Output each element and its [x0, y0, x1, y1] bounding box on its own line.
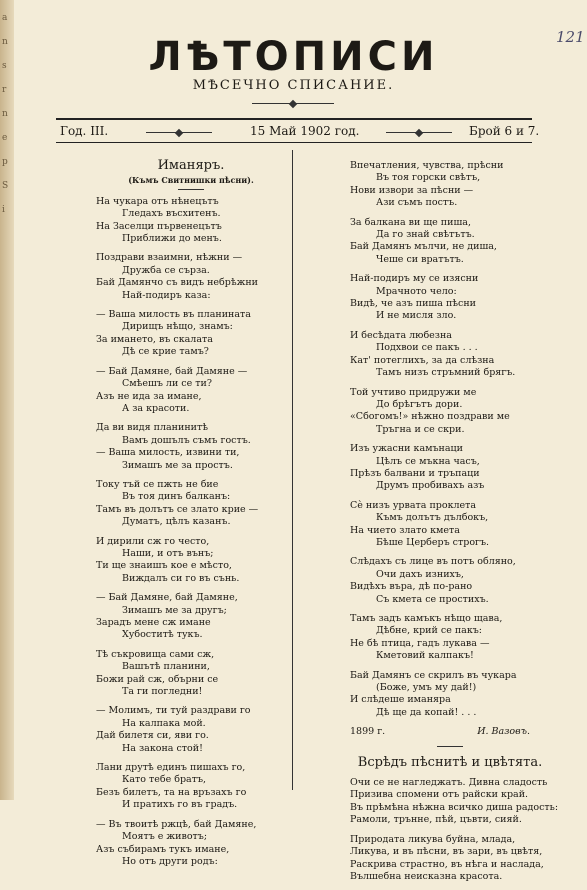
- verse-line: Съ кмета се простихъ.: [376, 593, 489, 605]
- stanza: [96, 479, 286, 529]
- issue-ornament-right: [386, 130, 452, 136]
- verse-line: На чието злато кмета: [350, 524, 460, 536]
- left-column: [96, 160, 286, 875]
- stanza: [350, 160, 550, 210]
- verse-line: Дирищъ нѣщо, знамъ:: [122, 321, 233, 333]
- verse-line: Тръгна и се скри.: [376, 423, 465, 435]
- title-rule: [178, 189, 204, 190]
- verse-line: Тѣ съкровища сами сж,: [96, 648, 215, 660]
- stanza: [96, 309, 286, 359]
- section-title: Всрѣдъ пѣснитѣ и цвѣтята.: [357, 754, 543, 770]
- verse-line: Моятъ е животъ;: [122, 831, 208, 843]
- verse-line: — Молимъ, ти туй раздрави го: [96, 705, 251, 717]
- stanza: [350, 217, 550, 267]
- verse-line: Видѣ, че азъ пиша пѣсни: [350, 298, 476, 310]
- verse-line: Азъ събирамъ тукъ имане,: [96, 843, 230, 855]
- verse-line: Чеше си вратътъ.: [376, 253, 464, 265]
- page-number: 121: [556, 28, 585, 46]
- verse-line: И бесѣдата любезна: [350, 329, 452, 341]
- verse-line: Азъ не ида за имане,: [96, 390, 202, 402]
- issue-year: Год. III.: [60, 124, 109, 138]
- stanza: [350, 330, 550, 380]
- verse-line: Виждалъ си го въ сънь.: [122, 572, 240, 584]
- verse-line: И не мисля зло.: [376, 310, 457, 322]
- verse-line: Ази съмъ постъ.: [376, 197, 458, 209]
- verse-line: И слѣдеше иманяра: [350, 694, 451, 706]
- verse-line: Безъ билетъ, та на връзахъ го: [96, 786, 247, 798]
- verse-line: Думатъ, цѣлъ казанъ.: [122, 516, 231, 528]
- verse-line: Зимашъ ме за простъ.: [122, 459, 233, 471]
- prose-line: Призива спомени отъ райски край.: [350, 789, 529, 801]
- verse-line: Впечатления, чувства, прѣсни: [350, 160, 504, 171]
- verse-line: Дѣ ще да копай! . . .: [376, 706, 477, 718]
- poem-title: Иманяръ.: [157, 158, 225, 173]
- prose-paragraph: [350, 777, 559, 827]
- signature-year: 1899 г.: [350, 726, 386, 738]
- prose-line: Въ прѣмѣна нѣжна всичко диша радость:: [350, 801, 559, 813]
- poem-signature: [350, 726, 550, 738]
- stanza: [96, 196, 286, 246]
- verse-line: Дѣ се крие тамъ?: [122, 346, 209, 358]
- stanza: [96, 649, 286, 699]
- verse-line: Подхвои се пакъ . . .: [376, 342, 478, 354]
- verse-line: А за красоти.: [122, 402, 190, 414]
- page-edge: [0, 0, 14, 800]
- verse-line: До брѣгътъ дори.: [376, 398, 463, 410]
- signature-author: И. Вазовъ.: [477, 726, 530, 738]
- verse-line: Друмъ пробивахъ азъ: [376, 480, 485, 492]
- verse-line: Въ тоя горски свѣтъ,: [376, 172, 481, 184]
- verse-line: За имането, въ скалата: [96, 333, 213, 345]
- verse-line: Прѣзъ балвани и тръпаци: [350, 467, 480, 479]
- verse-line: — Ваша милость въ планината: [96, 309, 251, 321]
- verse-line: Сѐ низъ урвата проклета: [350, 499, 477, 511]
- verse-line: Дай билетя си, яви го.: [96, 730, 209, 742]
- verse-line: Най-подиръ му се изясни: [350, 273, 479, 285]
- verse-line: Вашътѣ планини,: [122, 661, 210, 673]
- verse-line: Да ви видя планинитѣ: [96, 422, 208, 434]
- verse-line: — Ваша милость, извини ти,: [96, 447, 240, 459]
- verse-line: Вамъ дошълъ съмъ гостъ.: [122, 434, 251, 446]
- stanza: [350, 500, 550, 550]
- stanza: [350, 670, 550, 720]
- verse-line: Нови извори за пѣсни —: [350, 184, 474, 196]
- verse-line: — Бай Дамяне, бай Дамяне,: [96, 592, 238, 604]
- verse-line: Бай Дамянъ мълчи, не диша,: [350, 241, 497, 253]
- verse-line: Къмъ долътъ дълбокъ,: [376, 512, 489, 524]
- verse-line: Тамъ въ долътъ се злато крие —: [96, 503, 259, 515]
- verse-line: Тамъ низъ стръмний брягъ.: [376, 367, 516, 379]
- verse-line: Слѣдахъ съ лице въ потъ обляно,: [350, 556, 516, 568]
- verse-line: Наши, и отъ вънъ;: [122, 547, 214, 559]
- verse-line: — Въ твоитѣ ржцѣ, бай Дамяне,: [96, 818, 257, 830]
- stanza: [96, 536, 286, 586]
- stanza: [350, 273, 550, 323]
- stanza: [96, 252, 286, 302]
- verse-line: Смѣешъ ли се ти?: [122, 378, 212, 390]
- verse-line: Кметовий калпакъ!: [376, 650, 474, 662]
- journal-title: ЛѢТОПИСИ: [148, 34, 439, 80]
- stanza: [350, 556, 550, 606]
- verse-line: Очи дахъ изнихъ,: [376, 568, 464, 580]
- verse-line: Божи рай сж, обърни се: [96, 673, 219, 685]
- verse-line: Цѣлъ се мъкна часъ,: [376, 455, 480, 467]
- verse-line: Бай Дамянчо съ видъ небрѣжни: [96, 277, 258, 289]
- header-rule-top: [56, 118, 532, 120]
- prose-paragraph: [350, 834, 550, 884]
- verse-line: — Бай Дамяне, бай Дамяне —: [96, 365, 248, 377]
- verse-line: (Боже, умъ му дай!): [376, 682, 477, 694]
- verse-line: И дирили сж го често,: [96, 535, 210, 547]
- verse-line: Тамъ задъ камъкъ нѣщо щава,: [350, 613, 503, 624]
- verse-line: Лани друтѣ единъ пишахъ го,: [96, 762, 246, 774]
- verse-line: «Сбогомъ!» нѣжно поздрави ме: [350, 411, 510, 423]
- issue-ornament-left: [146, 130, 212, 136]
- verse-line: Зарадъ мене сж имане: [96, 617, 211, 628]
- verse-line: Като тебе братъ,: [122, 774, 207, 786]
- verse-line: Хубоститѣ тукъ.: [122, 629, 203, 641]
- verse-line: Бѣше Церберъ строгъ.: [376, 536, 490, 548]
- verse-line: Видѣхъ въра, дѣ по-рано: [350, 581, 473, 593]
- verse-line: Да го знай свѣтътъ.: [376, 229, 475, 241]
- verse-line: Току тъй се пжть не бие: [96, 478, 219, 490]
- verse-line: Кат' потеглихъ, за да слѣзна: [350, 354, 495, 366]
- stanza: [96, 592, 286, 642]
- verse-line: Той учтиво придружи ме: [350, 386, 477, 398]
- verse-line: За балкана ви ще пиша,: [350, 216, 471, 228]
- verse-line: Бай Дамянъ се скрилъ въ чукара: [350, 669, 517, 681]
- verse-line: Гледахъ въсхитенъ.: [122, 208, 221, 220]
- header-rule-bottom: [56, 142, 532, 143]
- edge-letters: a n s r n e p S i: [2, 13, 9, 215]
- poem-dedication: (Къмъ Свитнишки пѣсни).: [128, 175, 254, 186]
- verse-line: Най-подиръ каза:: [122, 289, 211, 301]
- header-ornament: [252, 101, 334, 107]
- stanza: [96, 705, 286, 755]
- issue-number: Брой 6 и 7.: [469, 124, 540, 138]
- verse-line: На калпака мой.: [122, 717, 206, 729]
- verse-line: Та ги погледни!: [122, 686, 203, 698]
- prose-line: Рамоли, трънне, пѣй, цъвти, сияй.: [350, 814, 522, 826]
- stanza: [96, 819, 286, 869]
- verse-line: И пратихъ го въ градъ.: [122, 799, 238, 811]
- verse-line: Поздрави взаимни, нѣжни —: [96, 252, 243, 264]
- verse-line: Дружба се сърза.: [122, 264, 210, 276]
- verse-line: На Заселци първенецътъ: [96, 220, 222, 232]
- stanza: [350, 443, 550, 493]
- verse-line: На закона стой!: [122, 742, 203, 754]
- right-column: [350, 160, 559, 890]
- prose-line: Природата ликува буйна, млада,: [350, 833, 516, 845]
- verse-line: Но отъ други родъ:: [122, 855, 218, 867]
- verse-line: Въ тоя динъ балканъ:: [122, 491, 231, 503]
- prose-line: Вълшебна неисказна красота.: [350, 870, 503, 882]
- stanza: [96, 366, 286, 416]
- section-rule: [437, 746, 463, 747]
- column-divider: [292, 150, 293, 790]
- issue-date: 15 Май 1902 год.: [250, 124, 360, 138]
- prose-line: Очи се не нагледжатъ. Дивна сладость: [350, 777, 548, 789]
- verse-line: Приближи до менъ.: [122, 233, 222, 245]
- stanza: [350, 387, 550, 437]
- prose-line: Ликува, и въ пѣсни, въ зари, въ цвѣтя,: [350, 846, 543, 858]
- verse-line: На чукара отъ нѣнецътъ: [96, 195, 219, 207]
- stanza: [350, 613, 550, 663]
- verse-line: Изъ ужасни камънаци: [350, 443, 463, 455]
- verse-line: Зимашъ ме за другъ;: [122, 604, 227, 616]
- journal-subtitle: МѢСЕЧНО СПИСАНИЕ.: [192, 78, 395, 93]
- prose-line: Раскрива страстно, въ нѣга и наслада,: [350, 858, 544, 870]
- verse-line: Не бѣ птица, гадъ лукава —: [350, 637, 490, 649]
- verse-line: Дѣбне, крий се пакъ:: [376, 625, 483, 637]
- verse-line: Мрачното чело:: [376, 285, 457, 297]
- verse-line: Ти ще знаишъ кое е мѣсто,: [96, 560, 232, 572]
- stanza: [96, 422, 286, 472]
- stanza: [96, 762, 286, 812]
